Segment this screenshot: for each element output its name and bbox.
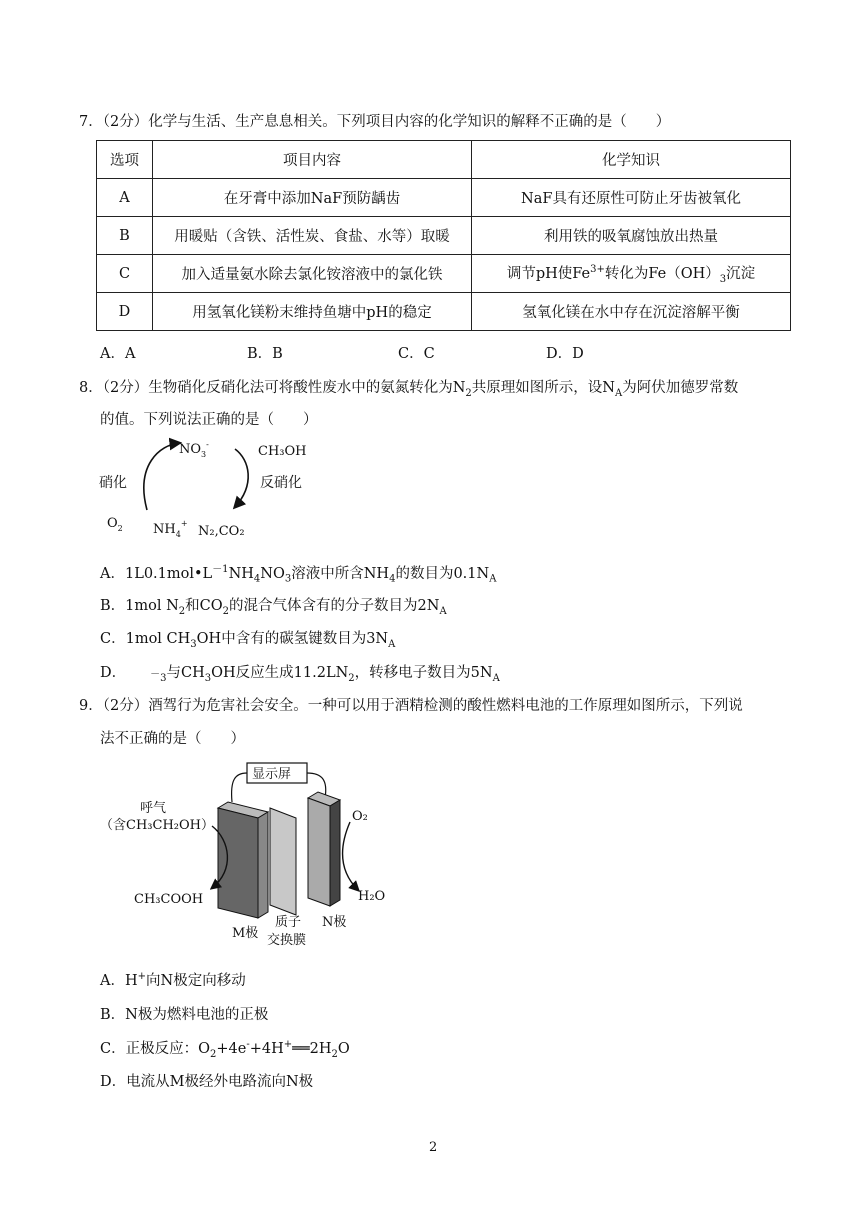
row-content: 在牙膏中添加NaF预防龋齿 [153, 179, 472, 217]
q8-option-a[interactable]: A．$1L0.1mol•L^{-1}NH_4NO_3$溶液中所含$NH_4$的数目为$0.1N_A$ [100, 564, 497, 585]
q9-stem-line1: 9．（2分）酒驾行为危害社会安全。一种可以用于酒精检测的酸性燃料电池的工作原理如图所示，下列说 [79, 698, 743, 714]
row-content: 用氢氧化镁粉末维持鱼塘中pH的稳定 [153, 293, 472, 331]
o2-label: $O_2$ [107, 516, 123, 533]
proton-exchange-membrane [270, 808, 296, 915]
q8-option-b[interactable]: B．1mol $N_2$和$CO_2$的混合气体含有的分子数目为$2N_A$ [100, 598, 447, 617]
q8-option-c[interactable]: C．1mol $CH_3OH$中含有的碳氢键数目为$3N_A$ [100, 631, 396, 650]
q9-fuel-cell-diagram [100, 760, 400, 955]
table-row [97, 217, 791, 255]
q9-option-b[interactable]: B．N极为燃料电池的正极 [100, 1007, 269, 1023]
n-electrode-label: N极 [322, 915, 347, 930]
wire-left [232, 773, 247, 802]
row-option: B [97, 217, 153, 255]
q7-choice-a[interactable]: A．A [100, 346, 136, 362]
membrane-label-2: 交换膜 [267, 933, 307, 948]
breath-ethanol-label: （含CH₃CH₂OH） [100, 818, 214, 833]
m-electrode-face [218, 808, 258, 918]
denitrification-label: 反硝化 [260, 475, 302, 491]
table-row [97, 179, 791, 217]
q7-choice-c[interactable]: C．C [398, 346, 435, 362]
q7-stem: 7．（2分）化学与生活、生产息息相关。下列项目内容的化学知识的解释不正确的是（ ） [79, 114, 671, 130]
n2co2-label: N₂,CO₂ [198, 524, 245, 539]
n-electrode-face [308, 798, 330, 906]
display-label: 显示屏 [252, 767, 292, 782]
n-electrode-side [330, 800, 340, 906]
row-content: 加入适量氨水除去氯化铵溶液中的氯化铁 [153, 255, 472, 293]
nh4-label: $NH_4^+$ [153, 519, 188, 539]
table-row [97, 293, 791, 331]
oxygen-reduction-arrow [343, 822, 358, 890]
row-content: 用暖贴（含铁、活性炭、食盐、水等）取暖 [153, 217, 472, 255]
membrane-label-1: 质子 [275, 915, 302, 930]
row-option: A [97, 179, 153, 217]
q9-option-c[interactable]: C．正极反应：$O_2+4e^-+4H^+══2H_2O$ [100, 1039, 350, 1060]
q7-table [96, 140, 791, 331]
q7-choice-d[interactable]: D．D [546, 346, 584, 362]
q9-option-d[interactable]: D．电流从M极经外电路流向N极 [100, 1074, 314, 1090]
denitrification-arrow [235, 449, 248, 507]
row-option: C [97, 255, 153, 293]
acetic-acid-label: CH₃COOH [134, 892, 204, 907]
q9-option-a[interactable]: A．H+向N极定向移动 [100, 971, 246, 989]
q7-choice-b[interactable]: B．B [247, 346, 283, 362]
header-option: 选项 [97, 141, 153, 179]
m-electrode-side [258, 812, 268, 918]
q8-stem-line1: 8．（2分）生物硝化反硝化法可将酸性废水中的氨氮转化为$N_2$共原理如图所示，设$N_A$为阿伏加德罗常数 [79, 380, 739, 399]
ch3oh-label: CH₃OH [258, 444, 307, 459]
m-electrode-label: M极 [232, 926, 259, 941]
table-row [97, 255, 791, 293]
breath-label: 呼气 [140, 801, 167, 816]
row-knowledge: 调节pH使$Fe^{3+}$转化为$Fe(OH)_3$沉淀 [472, 255, 791, 293]
header-content: 项目内容 [153, 141, 472, 179]
row-knowledge: 利用铁的吸氧腐蚀放出热量 [472, 217, 791, 255]
table-header-row [97, 141, 791, 179]
q8-option-d[interactable]: D． $-_3$与$CH_3OH$反应生成$11.2LN_2$，转移电子数目为$5N_A$ [100, 665, 500, 684]
nitrification-arrow [144, 443, 179, 510]
page-number: 2 [429, 1140, 438, 1155]
row-option: D [97, 293, 153, 331]
header-knowledge: 化学知识 [472, 141, 791, 179]
q8-cycle-diagram [95, 435, 325, 547]
row-knowledge: NaF具有还原性可防止牙齿被氧化 [472, 179, 791, 217]
row-knowledge: 氢氧化镁在水中存在沉淀溶解平衡 [472, 293, 791, 331]
nitrification-label: 硝化 [99, 475, 127, 491]
q8-stem-line2: 的值。下列说法正确的是（ ） [100, 412, 318, 428]
water-label: H₂O [358, 889, 386, 904]
q9-stem-line2: 法不正确的是（ ） [100, 731, 245, 747]
o2-label: O₂ [352, 809, 368, 824]
no3-label: $NO_3^-$ [179, 440, 209, 459]
